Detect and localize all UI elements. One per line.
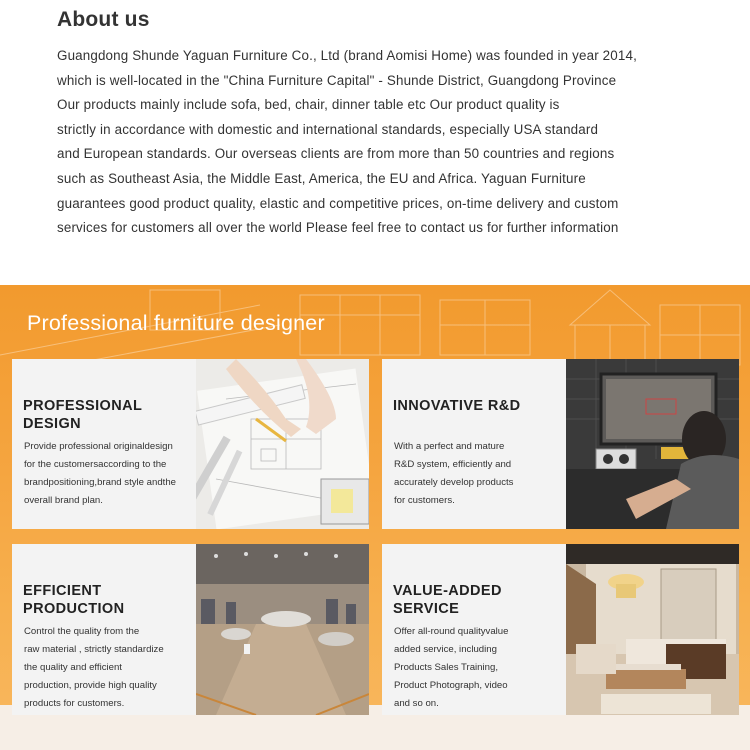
card-title [23, 397, 142, 433]
about-section [57, 6, 737, 241]
banner-title: Professional furniture designer [27, 311, 325, 335]
service-card-innovative-rd [382, 359, 739, 529]
card-desc-line: Control the quality from the [24, 626, 140, 637]
factory-floor-photo [196, 544, 369, 715]
service-card-professional-design [12, 359, 369, 529]
card-desc-line: Product Photograph, video [394, 680, 508, 691]
card-description [24, 438, 176, 510]
card-desc-line: accurately develop products [394, 477, 514, 488]
card-desc-line: and so on. [394, 698, 439, 709]
card-desc-line: for customers. [394, 495, 455, 506]
card-description [394, 438, 513, 510]
card-title-line: PRODUCTION [23, 601, 125, 617]
card-title-line: PROFESSIONAL [23, 398, 143, 414]
engineer-computer-photo [566, 359, 739, 529]
card-desc-line: added service, including [394, 644, 497, 655]
card-description [394, 623, 508, 713]
about-line: guarantees good product quality, elastic and competitive prices, on-time delivery and custom [57, 195, 619, 211]
card-title-line: SERVICE [393, 601, 460, 617]
card-title [23, 582, 124, 618]
card-desc-line: Products Sales Training, [394, 662, 498, 673]
about-line: strictly in accordance with domestic and international standards, especially USA standard [57, 121, 599, 137]
about-line: services for customers all over the world Please feel free to contact us for further information [57, 220, 619, 236]
card-desc-line: With a perfect and mature [394, 441, 505, 452]
card-title [393, 582, 502, 618]
about-title: About us [57, 8, 150, 31]
card-desc-line: production, provide high quality [24, 680, 157, 691]
card-title-line: DESIGN [23, 416, 81, 432]
card-desc-line: the quality and efficient [24, 662, 122, 673]
card-title-line: EFFICIENT [23, 583, 102, 599]
about-line: such as Southeast Asia, the Middle East, America, the EU and Africa. Yaguan Furniture [57, 170, 586, 186]
service-card-efficient-production [12, 544, 369, 715]
card-desc-line: overall brand plan. [24, 495, 103, 506]
card-desc-line: Offer all-round qualityvalue [394, 626, 509, 637]
card-title-line: INNOVATIVE R&D [393, 398, 521, 414]
about-line: Guangdong Shunde Yaguan Furniture Co., Ltd (brand Aomisi Home) was founded in year 2014, [57, 48, 637, 63]
card-desc-line: products for customers. [24, 698, 125, 709]
card-title [393, 397, 521, 415]
card-desc-line: for the customersaccording to the [24, 459, 167, 470]
about-paragraph [57, 44, 737, 241]
service-card-value-added-service [382, 544, 739, 715]
card-desc-line: Provide professional originaldesign [24, 441, 173, 452]
card-desc-line: R&D system, efficiently and [394, 459, 512, 470]
card-desc-line: raw material , strictly standardize [24, 644, 164, 655]
about-line: which is well-located in the "China Furniture Capital" - Shunde District, Guangdong Province [57, 72, 617, 88]
about-line: and European standards. Our overseas clients are from more than 50 countries and regions [57, 146, 615, 162]
card-desc-line: brandpositioning,brand style andthe [24, 477, 177, 488]
card-description [24, 623, 164, 713]
about-line: Our products mainly include sofa, bed, chair, dinner table etc Our product quality is [57, 97, 560, 113]
designer-drafting-photo [196, 359, 369, 529]
card-title-line: VALUE-ADDED [393, 583, 502, 599]
living-room-showroom-photo [566, 544, 739, 715]
